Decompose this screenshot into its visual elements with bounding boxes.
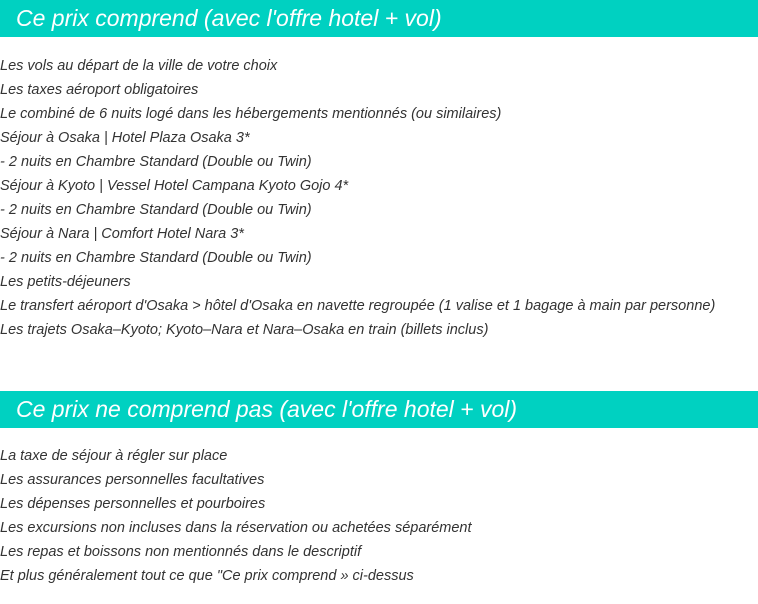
list-item: Les excursions non incluses dans la réservation ou achetées séparément	[0, 520, 472, 536]
list-item: Séjour à Osaka | Hotel Plaza Osaka 3*	[0, 130, 250, 146]
price-includes-title: Ce prix comprend (avec l'offre hotel + vol)	[16, 5, 442, 31]
price-includes-list	[0, 54, 758, 342]
list-item: Les repas et boissons non mentionnés dans le descriptif	[0, 544, 362, 560]
list-item: Les trajets Osaka–Kyoto; Kyoto–Nara et Nara–Osaka en train (billets inclus)	[0, 322, 489, 338]
list-item: - 2 nuits en Chambre Standard (Double ou Twin)	[0, 250, 312, 266]
list-item: Les petits-déjeuners	[0, 274, 131, 290]
list-item: Les dépenses personnelles et pourboires	[0, 496, 266, 512]
list-item: - 2 nuits en Chambre Standard (Double ou Twin)	[0, 202, 312, 218]
list-item: La taxe de séjour à régler sur place	[0, 448, 228, 464]
price-excludes-list	[0, 444, 758, 588]
list-item: - 2 nuits en Chambre Standard (Double ou Twin)	[0, 154, 312, 170]
list-item: Le combiné de 6 nuits logé dans les hébergements mentionnés (ou similaires)	[0, 106, 502, 122]
price-excludes-title: Ce prix ne comprend pas (avec l'offre hotel + vol)	[16, 396, 518, 422]
list-item: Les assurances personnelles facultatives	[0, 472, 265, 488]
price-excludes-banner	[0, 391, 758, 428]
list-item: Séjour à Kyoto | Vessel Hotel Campana Kyoto Gojo 4*	[0, 178, 349, 194]
list-item: Séjour à Nara | Comfort Hotel Nara 3*	[0, 226, 244, 242]
price-includes-banner	[0, 0, 758, 37]
list-item: Les vols au départ de la ville de votre choix	[0, 58, 278, 74]
list-item: Le transfert aéroport d'Osaka > hôtel d'Osaka en navette regroupée (1 valise et 1 bagage à main par personne)	[0, 298, 716, 314]
list-item: Et plus généralement tout ce que "Ce prix comprend » ci-dessus	[0, 568, 414, 584]
list-item: Les taxes aéroport obligatoires	[0, 82, 199, 98]
price-excludes-section	[0, 391, 758, 588]
